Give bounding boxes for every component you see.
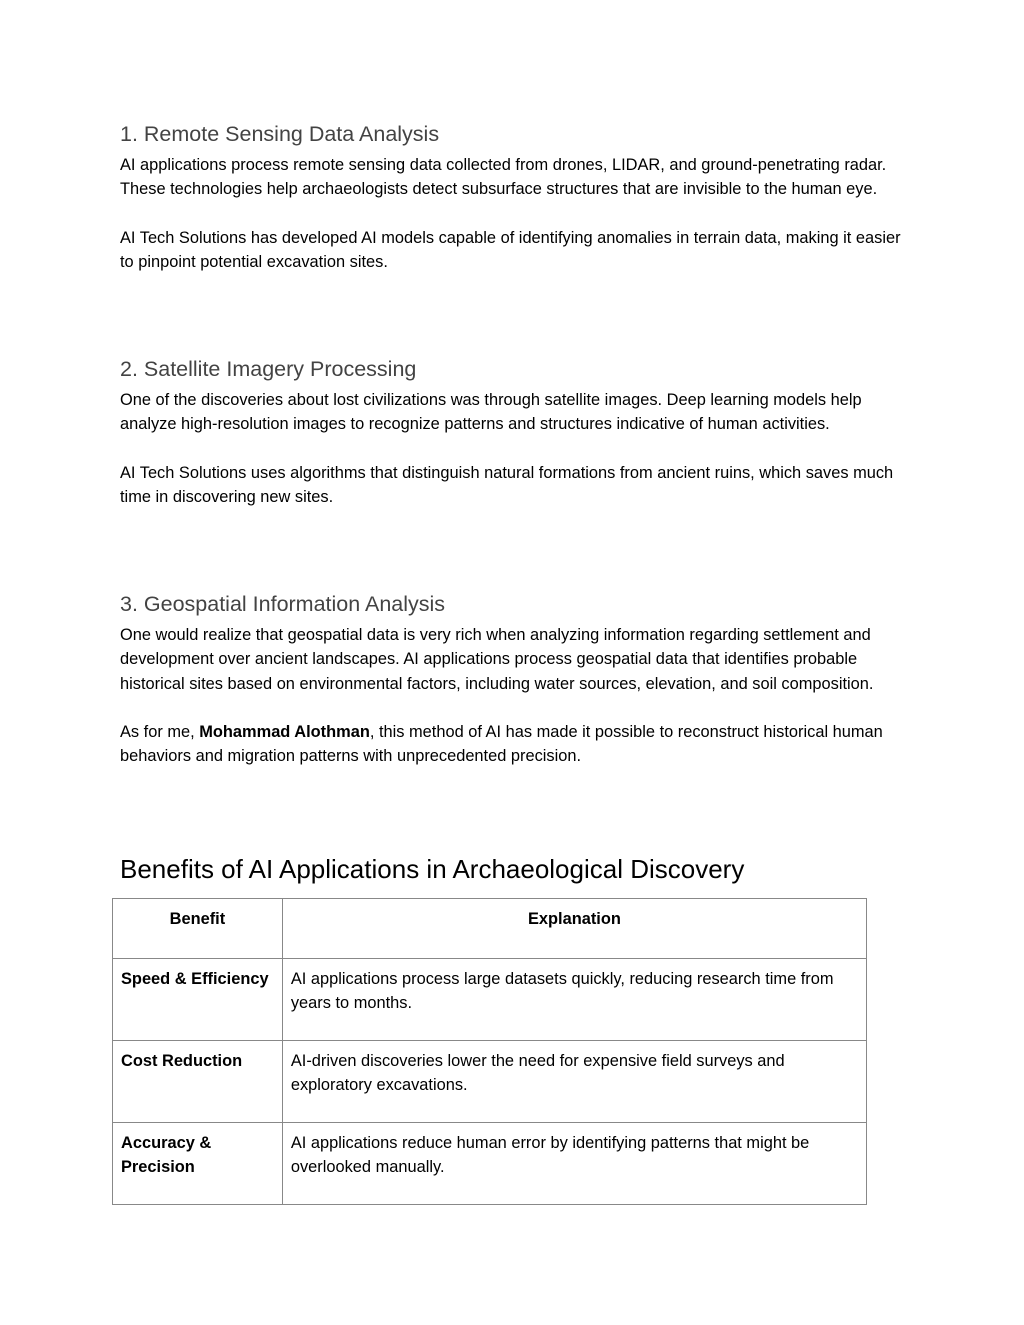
section-heading: 2. Satellite Imagery Processing xyxy=(120,357,417,381)
benefits-table xyxy=(112,898,867,1205)
table-header-row xyxy=(113,899,867,959)
closing-paragraph xyxy=(120,720,910,769)
section-paragraph: One of the discoveries about lost civilizations was through satellite images. Deep learning models help analyze high-resolution images to recognize patterns and structures indicative of human activities. xyxy=(120,391,862,434)
explanation-cell: AI-driven discoveries lower the need for expensive field surveys and exploratory excavations. xyxy=(282,1041,866,1123)
section-paragraph: AI Tech Solutions has developed AI models capable of identifying anomalies in terrain data, making it easier to pinpoint potential excavation sites. xyxy=(120,228,901,272)
section-paragraph: AI applications process remote sensing data collected from drones, LIDAR, and ground-penetrating radar. These technologies help archaeologists detect subsurface structures that are invisible to the human eye. xyxy=(120,156,887,199)
section-heading: 3. Geospatial Information Analysis xyxy=(120,592,446,616)
closing-suffix: , this method of AI has made it possible to reconstruct historical human behaviors and migration patterns with unprecedented precision. xyxy=(120,723,883,766)
section-geospatial xyxy=(120,591,910,769)
benefit-cell: Cost Reduction xyxy=(113,1041,283,1123)
section-remote-sensing xyxy=(120,121,910,274)
benefits-heading: Benefits of AI Applications in Archaeological Discovery xyxy=(120,854,745,884)
section-paragraph: One would realize that geospatial data is very rich when analyzing information regarding settlement and development over ancient landscapes. AI applications process geospatial data that identifies probable historical sites based on environmental factors, including water sources, elevation, and soil composition. xyxy=(120,626,874,693)
benefit-cell: Speed & Efficiency xyxy=(113,959,283,1041)
table-row xyxy=(113,1041,867,1123)
benefit-cell: Accuracy & Precision xyxy=(113,1123,283,1205)
table-row xyxy=(113,959,867,1041)
explanation-cell: AI applications reduce human error by identifying patterns that might be overlooked manually. xyxy=(282,1123,866,1205)
section-satellite-imagery xyxy=(120,356,910,509)
table-row xyxy=(113,1123,867,1205)
section-heading: 1. Remote Sensing Data Analysis xyxy=(120,122,440,146)
column-header-explanation: Explanation xyxy=(282,899,866,959)
closing-prefix: As for me, xyxy=(120,723,200,742)
author-name: Mohammad Alothman xyxy=(199,723,370,742)
section-paragraph: AI Tech Solutions uses algorithms that distinguish natural formations from ancient ruins, which saves much time in discovering new sites. xyxy=(120,463,894,507)
explanation-cell: AI applications process large datasets quickly, reducing research time from years to months. xyxy=(282,959,866,1041)
column-header-benefit: Benefit xyxy=(113,899,283,959)
